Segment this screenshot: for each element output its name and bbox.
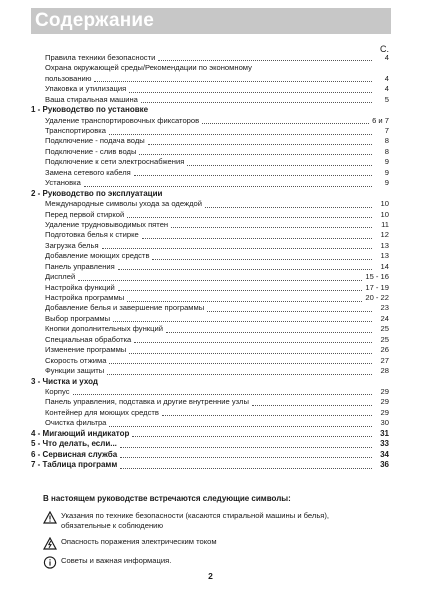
toc-page-number: 28: [380, 366, 389, 376]
toc-leader-dots: [73, 393, 373, 395]
toc-entry-row: [31, 283, 389, 293]
toc-page-number: 23: [380, 303, 389, 313]
title-bar: [31, 8, 391, 34]
toc-entry-row: [31, 116, 389, 126]
toc-leader-dots: [94, 80, 372, 82]
toc-entry-label: Установка: [45, 178, 81, 188]
toc-page-number: 8: [384, 146, 389, 156]
toc-page-number: 36: [380, 460, 389, 470]
toc-entry-label: Корпус: [45, 386, 70, 396]
toc-leader-dots: [109, 133, 372, 135]
table-of-contents: [31, 53, 389, 471]
toc-section-label: 2 - Руководство по эксплуатации: [31, 188, 163, 198]
toc-entry-label: Настройка функций: [45, 282, 115, 292]
toc-leader-dots: [118, 268, 372, 270]
toc-leader-dots: [134, 341, 372, 343]
toc-entry-row: [31, 126, 389, 136]
toc-entry-row: [31, 304, 389, 314]
toc-page-number: 30: [380, 418, 389, 428]
toc-section-label: 4 - Мигающий индикатор: [31, 428, 130, 438]
toc-page-number: 34: [380, 449, 389, 459]
toc-section-label: 3 - Чистка и уход: [31, 376, 98, 386]
toc-entry-row: [31, 53, 389, 63]
toc-entry-label: Панель управления, подставка и другие внутренние узлы: [45, 397, 249, 407]
toc-section-row: [31, 377, 389, 387]
toc-entry-row: [31, 157, 389, 167]
toc-leader-dots: [84, 185, 372, 187]
toc-page-number: 12: [380, 230, 389, 240]
toc-page-number: 11: [381, 219, 389, 229]
toc-entry-row: [31, 137, 389, 147]
toc-section-label: 6 - Сервисная служба: [31, 449, 118, 459]
toc-section-row: [31, 429, 389, 439]
toc-section-row: [31, 439, 389, 449]
toc-leader-dots: [148, 143, 372, 145]
toc-leader-dots: [202, 122, 369, 124]
toc-entry-label: Добавление моющих средств: [45, 251, 150, 261]
toc-section-label: 5 - Что делать, если...: [31, 439, 117, 449]
toc-leader-dots: [102, 247, 372, 249]
toc-leader-dots: [127, 300, 362, 302]
toc-entry-label: Подготовка белья к стирке: [45, 230, 139, 240]
toc-leader-dots: [171, 226, 372, 228]
toc-entry-label: Функции защиты: [45, 366, 105, 376]
toc-entry-row: [31, 314, 389, 324]
toc-leader-dots: [142, 237, 372, 239]
toc-page-number: 20 - 22: [365, 293, 389, 303]
toc-leader-dots: [118, 289, 363, 291]
toc-entry-row: [31, 210, 389, 220]
toc-entry-label: Перед первой стиркой: [45, 209, 125, 219]
toc-leader-dots: [120, 456, 372, 458]
toc-entry-label: Скорость отжима: [45, 355, 107, 365]
toc-page-number: 10: [380, 199, 389, 209]
toc-leader-dots: [132, 435, 372, 437]
toc-page-number: 9: [384, 167, 389, 177]
toc-page-number: 15 - 16: [365, 272, 389, 282]
toc-entry-label: Кнопки дополнительных функций: [45, 324, 163, 334]
toc-entry-row: [31, 366, 389, 376]
toc-leader-dots: [165, 196, 372, 197]
legend-title: В настоящем руководстве встречаются следующие символы:: [43, 494, 291, 503]
toc-entry-label: Настройка программы: [45, 293, 125, 303]
toc-entry-label: Дисплей: [45, 272, 76, 282]
legend-item-info: [43, 556, 391, 569]
legend-item-warning: [43, 511, 391, 531]
toc-leader-dots: [151, 113, 372, 114]
toc-page-number: 10: [380, 209, 389, 219]
toc-entry-label: Охрана окружающей среды/Рекомендации по экономному: [45, 63, 252, 73]
legend-text-line: Опасность поражения электрическим током: [61, 537, 217, 546]
toc-leader-dots: [162, 414, 372, 416]
toc-entry-label: Контейнер для моющих средств: [45, 407, 159, 417]
toc-page-number: 25: [380, 334, 389, 344]
toc-entry-row: [31, 293, 389, 303]
toc-leader-dots: [141, 101, 372, 103]
toc-entry-label: Правила техники безопасности: [45, 52, 156, 62]
toc-page-number: 4: [384, 84, 389, 94]
toc-leader-dots: [252, 404, 372, 406]
toc-entry-row: [31, 147, 389, 157]
page-title: Содержание: [35, 10, 155, 31]
page-number: 2: [208, 571, 213, 581]
toc-page-number: 27: [380, 355, 389, 365]
legend-text-line: Указания по технике безопасности (касаются стиральной машины и белья),: [61, 511, 330, 520]
toc-page-number: 25: [380, 324, 389, 334]
toc-page-number: 5: [384, 94, 389, 104]
info-circle-icon: [43, 556, 57, 569]
toc-page-number: 33: [380, 439, 389, 449]
toc-page-number: 7: [384, 126, 389, 136]
toc-page-number: 24: [380, 313, 389, 323]
toc-leader-dots: [187, 164, 372, 166]
page-column-label: С.: [380, 44, 389, 54]
toc-leader-dots: [120, 467, 372, 469]
toc-entry-row: [31, 324, 389, 334]
toc-entry-label: Ваша стиральная машина: [45, 94, 138, 104]
toc-page-number: 8: [384, 136, 389, 146]
toc-page-number: 29: [380, 397, 389, 407]
toc-entry-label: Добавление белья и завершение программы: [45, 303, 205, 313]
toc-page-number: 17 - 19: [365, 282, 389, 292]
toc-entry-row: [31, 178, 389, 188]
electric-hazard-icon: [43, 537, 57, 550]
toc-leader-dots: [113, 320, 372, 322]
symbols-legend: [31, 494, 391, 575]
toc-page-number: 14: [380, 261, 389, 271]
toc-section-row: [31, 189, 389, 199]
toc-entry-label: Международные символы ухода за одеждой: [45, 199, 202, 209]
legend-item-electric: [43, 537, 391, 550]
toc-entry-label: Замена сетевого кабеля: [45, 167, 131, 177]
toc-entry-row: [31, 220, 389, 230]
legend-text-line: обязательные к соблюдению: [61, 521, 164, 530]
toc-page-number: 9: [384, 178, 389, 188]
toc-entry-row: [31, 262, 389, 272]
toc-entry-label: Подключение к сети электроснабжения: [45, 157, 185, 167]
toc-page-number: 26: [380, 345, 389, 355]
toc-leader-dots: [158, 59, 372, 61]
toc-entry-label: Подключение - слив воды: [45, 146, 137, 156]
toc-entry-label: Упаковка и утилизация: [45, 84, 127, 94]
toc-entry-label: Выбор программы: [45, 313, 111, 323]
toc-leader-dots: [127, 216, 372, 218]
toc-section-row: [31, 105, 389, 115]
warning-triangle-icon: [43, 511, 57, 524]
toc-page-number: 4: [384, 52, 389, 62]
toc-entry-label: Подключение - подача воды: [45, 136, 145, 146]
toc-entry-row: [31, 63, 389, 73]
toc-page-number: 4: [384, 73, 389, 83]
toc-page-number: 31: [380, 428, 389, 438]
toc-entry-label: Специальная обработка: [45, 334, 132, 344]
toc-entry-label: пользованию: [45, 73, 92, 83]
toc-entry-row: [31, 230, 389, 240]
toc-entry-label: Загрузка белья: [45, 240, 99, 250]
toc-leader-dots: [255, 71, 372, 72]
toc-entry-row: [31, 356, 389, 366]
toc-entry-label: Транспортировка: [45, 126, 106, 136]
toc-leader-dots: [207, 310, 372, 312]
toc-entry-row: [31, 168, 389, 178]
toc-section-row: [31, 460, 389, 470]
toc-entry-label: Очистка фильтра: [45, 418, 107, 428]
toc-leader-dots: [107, 373, 372, 375]
toc-leader-dots: [101, 384, 372, 385]
toc-entry-label: Изменение программы: [45, 345, 127, 355]
toc-leader-dots: [120, 446, 372, 448]
toc-page-number: 6 и 7: [372, 115, 389, 125]
toc-page-number: 29: [380, 386, 389, 396]
toc-entry-row: [31, 335, 389, 345]
toc-entry-row: [31, 418, 389, 428]
toc-page-number: 13: [380, 251, 389, 261]
toc-entry-row: [31, 408, 389, 418]
toc-entry-row: [31, 241, 389, 251]
toc-entry-label: Удаление транспортировочных фиксаторов: [45, 115, 200, 125]
toc-leader-dots: [139, 153, 372, 155]
toc-entry-row: [31, 397, 389, 407]
toc-leader-dots: [134, 174, 372, 176]
toc-leader-dots: [109, 425, 372, 427]
toc-page-number: 9: [384, 157, 389, 167]
legend-text-line: Советы и важная информация.: [61, 556, 172, 565]
toc-page-number: 13: [380, 240, 389, 250]
toc-entry-row: [31, 251, 389, 261]
toc-leader-dots: [129, 91, 372, 93]
toc-page-number: 29: [380, 407, 389, 417]
toc-section-label: 1 - Руководство по установке: [31, 105, 149, 115]
toc-section-label: 7 - Таблица программ: [31, 460, 118, 470]
toc-leader-dots: [166, 331, 372, 333]
toc-section-row: [31, 450, 389, 460]
toc-leader-dots: [109, 362, 372, 364]
toc-entry-row: [31, 272, 389, 282]
toc-entry-row: [31, 95, 389, 105]
toc-entry-row: [31, 387, 389, 397]
toc-entry-row: [31, 199, 389, 209]
toc-leader-dots: [205, 206, 372, 208]
toc-entry-label: Удаление трудновыводимых пятен: [45, 219, 169, 229]
toc-leader-dots: [78, 279, 362, 281]
toc-entry-row: [31, 84, 389, 94]
toc-leader-dots: [129, 352, 372, 354]
toc-entry-label: Панель управления: [45, 261, 115, 271]
toc-entry-row: [31, 345, 389, 355]
toc-leader-dots: [152, 258, 372, 260]
toc-entry-row: [31, 74, 389, 84]
